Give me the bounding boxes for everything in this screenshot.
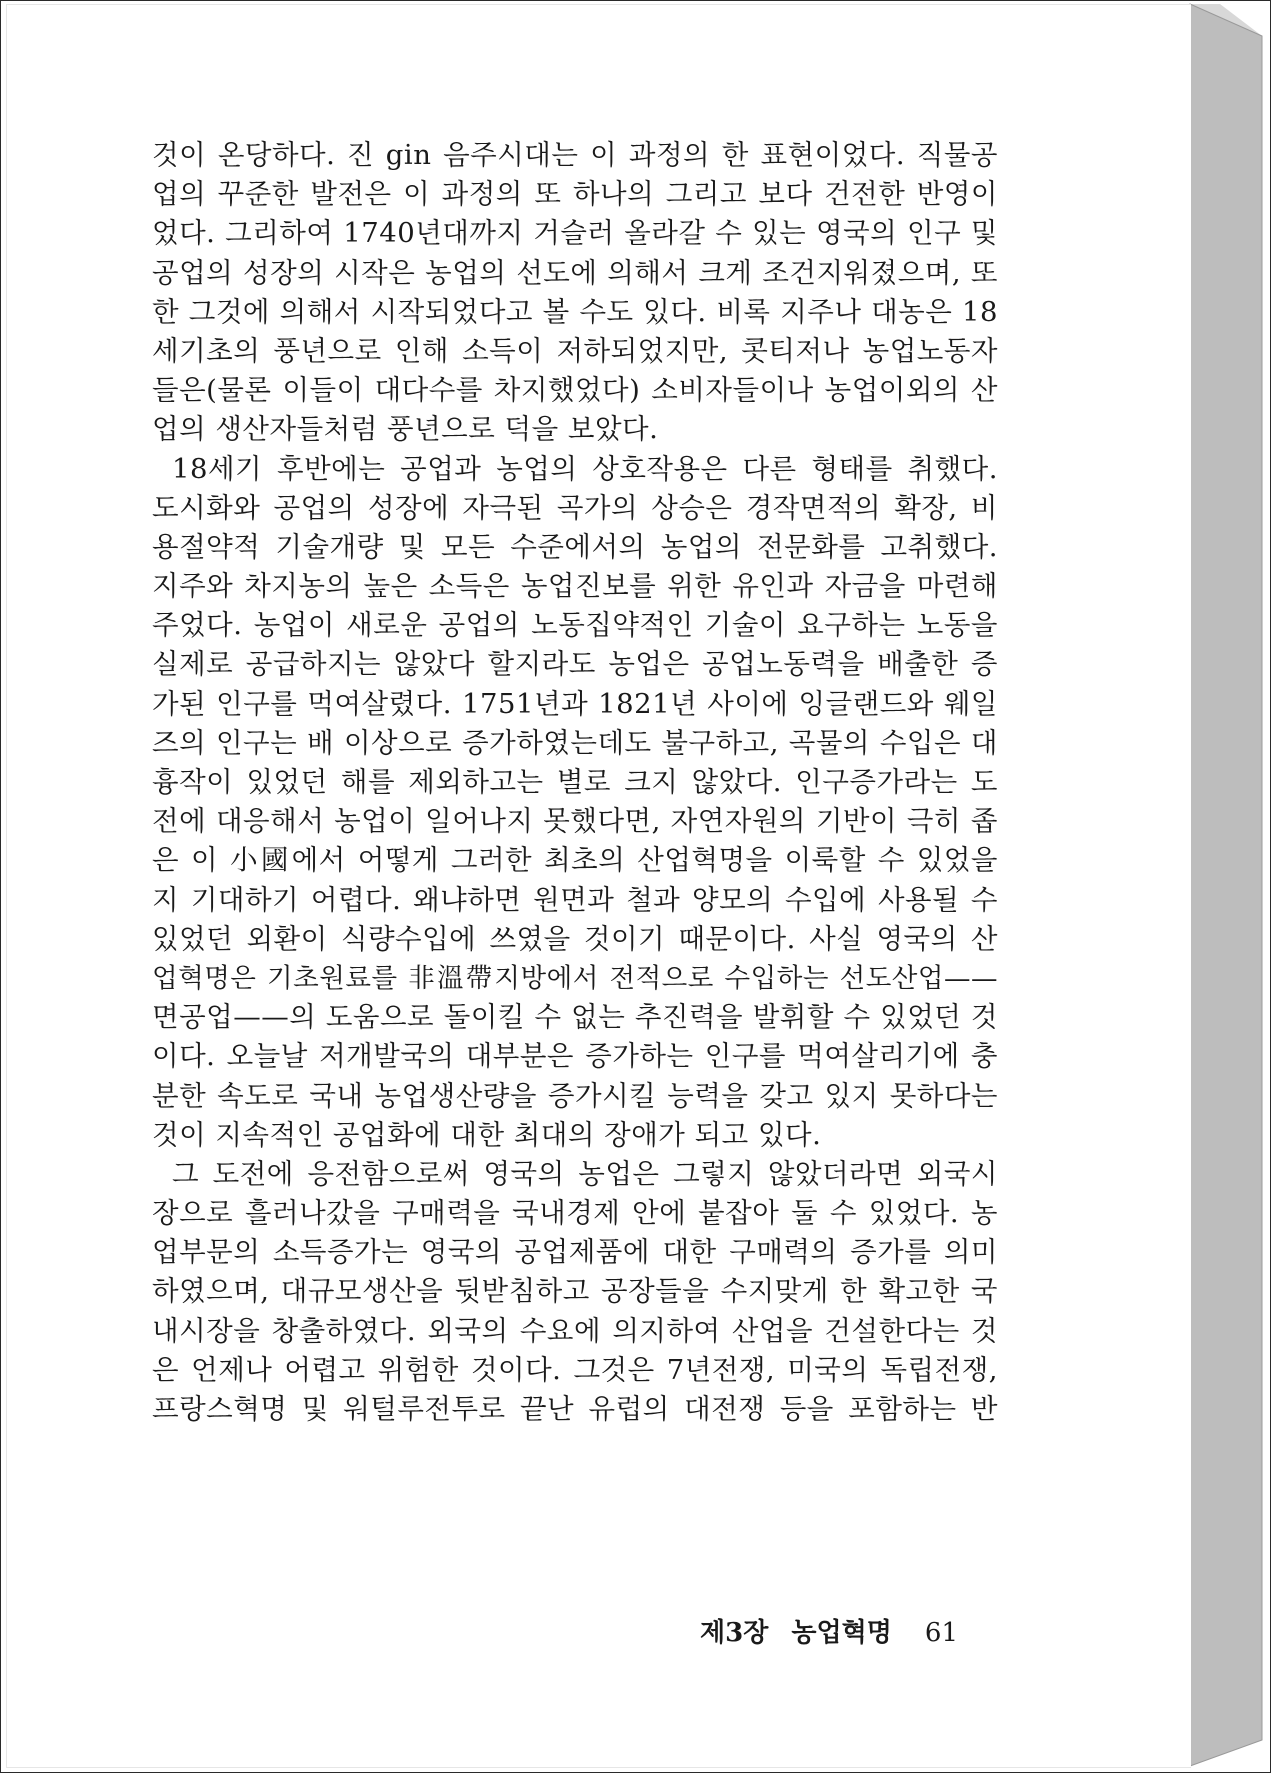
text-line: 하였으며, 대규모생산을 뒷받침하고 공장들을 수지맞게 한 확고한 국	[152, 1275, 998, 1308]
text-line: 주었다. 농업이 새로운 공업의 노동집약적인 기술이 요구하는 노동을	[152, 609, 998, 642]
text-line: 용절약적 기술개량 및 모든 수준에서의 농업의 전문화를 고취했다.	[152, 530, 998, 563]
running-footer	[700, 1612, 998, 1649]
text-line: 업혁명은 기초원료를 非溫帶지방에서 전적으로 수입하는 선도산업——	[152, 962, 998, 994]
text-line: 업의 꾸준한 발전은 이 과정의 또 하나의 그리고 보다 건전한 반영이	[152, 178, 998, 211]
page-number: 61	[924, 1618, 959, 1648]
text-line: 은 언제나 어렵고 위험한 것이다. 그것은 7년전쟁, 미국의 독립전쟁,	[152, 1353, 998, 1386]
text-line: 실제로 공급하지는 않았다 할지라도 농업은 공업노동력을 배출한 증	[152, 648, 998, 681]
text-line: 업부문의 소득증가는 영국의 공업제품에 대한 구매력의 증가를 의미	[152, 1236, 998, 1269]
text-line: 즈의 인구는 배 이상으로 증가하였는데도 불구하고, 곡물의 수입은 대	[152, 726, 998, 759]
footer-chapter: 제3장	[700, 1618, 769, 1648]
text-line: 18세기 후반에는 공업과 농업의 상호작용은 다른 형태를 취했다.	[172, 452, 998, 485]
text-line: 들은(물론 이들이 대다수를 차지했었다) 소비자들이나 농업이외의 산	[152, 374, 998, 407]
body-text	[152, 136, 998, 1429]
text-line: 것이 지속적인 공업화에 대한 최대의 장애가 되고 있다.	[152, 1118, 822, 1151]
text-line: 은 이 小國에서 어떻게 그러한 최초의 산업혁명을 이룩할 수 있었을	[152, 844, 998, 877]
text-line: 장으로 흘러나갔을 구매력을 국내경제 안에 붙잡아 둘 수 있었다. 농	[152, 1197, 998, 1230]
text-line: 공업의 성장의 시작은 농업의 선도에 의해서 크게 조건지워졌으며, 또	[152, 256, 998, 289]
text-line: 분한 속도로 국내 농업생산량을 증가시킬 능력을 갖고 있지 못하다는	[152, 1079, 998, 1112]
text-line: 었다. 그리하여 1740년대까지 거슬러 올라갈 수 있는 영국의 인구 및	[152, 217, 998, 250]
text-line: 그 도전에 응전함으로써 영국의 농업은 그렇지 않았더라면 외국시	[172, 1157, 998, 1190]
text-line: 이다. 오늘날 저개발국의 대부분은 증가하는 인구를 먹여살리기에 충	[152, 1040, 998, 1073]
text-line: 프랑스혁명 및 워털루전투로 끝난 유럽의 대전쟁 등을 포함하는 반	[152, 1393, 998, 1425]
text-line: 지 기대하기 어렵다. 왜냐하면 원면과 철과 양모의 수입에 사용될 수	[152, 883, 998, 916]
text-line: 것이 온당하다. 진 gin 음주시대는 이 과정의 한 표현이었다. 직물공	[152, 139, 998, 171]
footer-title: 농업혁명	[791, 1618, 892, 1648]
text-line: 전에 대응해서 농업이 일어나지 못했다면, 자연자원의 기반이 극히 좁	[152, 805, 998, 838]
text-line: 업의 생산자들처럼 풍년으로 덕을 보았다.	[152, 413, 659, 446]
text-line: 세기초의 풍년으로 인해 소득이 저하되었지만, 콧티저나 농업노동자	[152, 334, 998, 367]
text-line: 흉작이 있었던 해를 제외하고는 별로 크지 않았다. 인구증가라는 도	[152, 766, 998, 798]
text-line: 내시장을 창출하였다. 외국의 수요에 의지하여 산업을 건설한다는 것	[152, 1314, 998, 1347]
text-line: 가된 인구를 먹여살렸다. 1751년과 1821년 사이에 잉글랜드와 웨일	[152, 687, 998, 720]
text-line: 한 그것에 의해서 시작되었다고 볼 수도 있다. 비록 지주나 대농은 18	[152, 295, 998, 328]
text-line: 도시화와 공업의 성장에 자극된 곡가의 상승은 경작면적의 확장, 비	[152, 491, 998, 524]
text-line: 지주와 차지농의 높은 소득은 농업진보를 위한 유인과 자금을 마련해	[152, 570, 998, 603]
text-line: 있었던 외환이 식량수입에 쓰였을 것이기 때문이다. 사실 영국의 산	[152, 922, 998, 955]
text-line: 면공업——의 도움으로 돌이킬 수 없는 추진력을 발휘할 수 있었던 것	[152, 1001, 998, 1034]
